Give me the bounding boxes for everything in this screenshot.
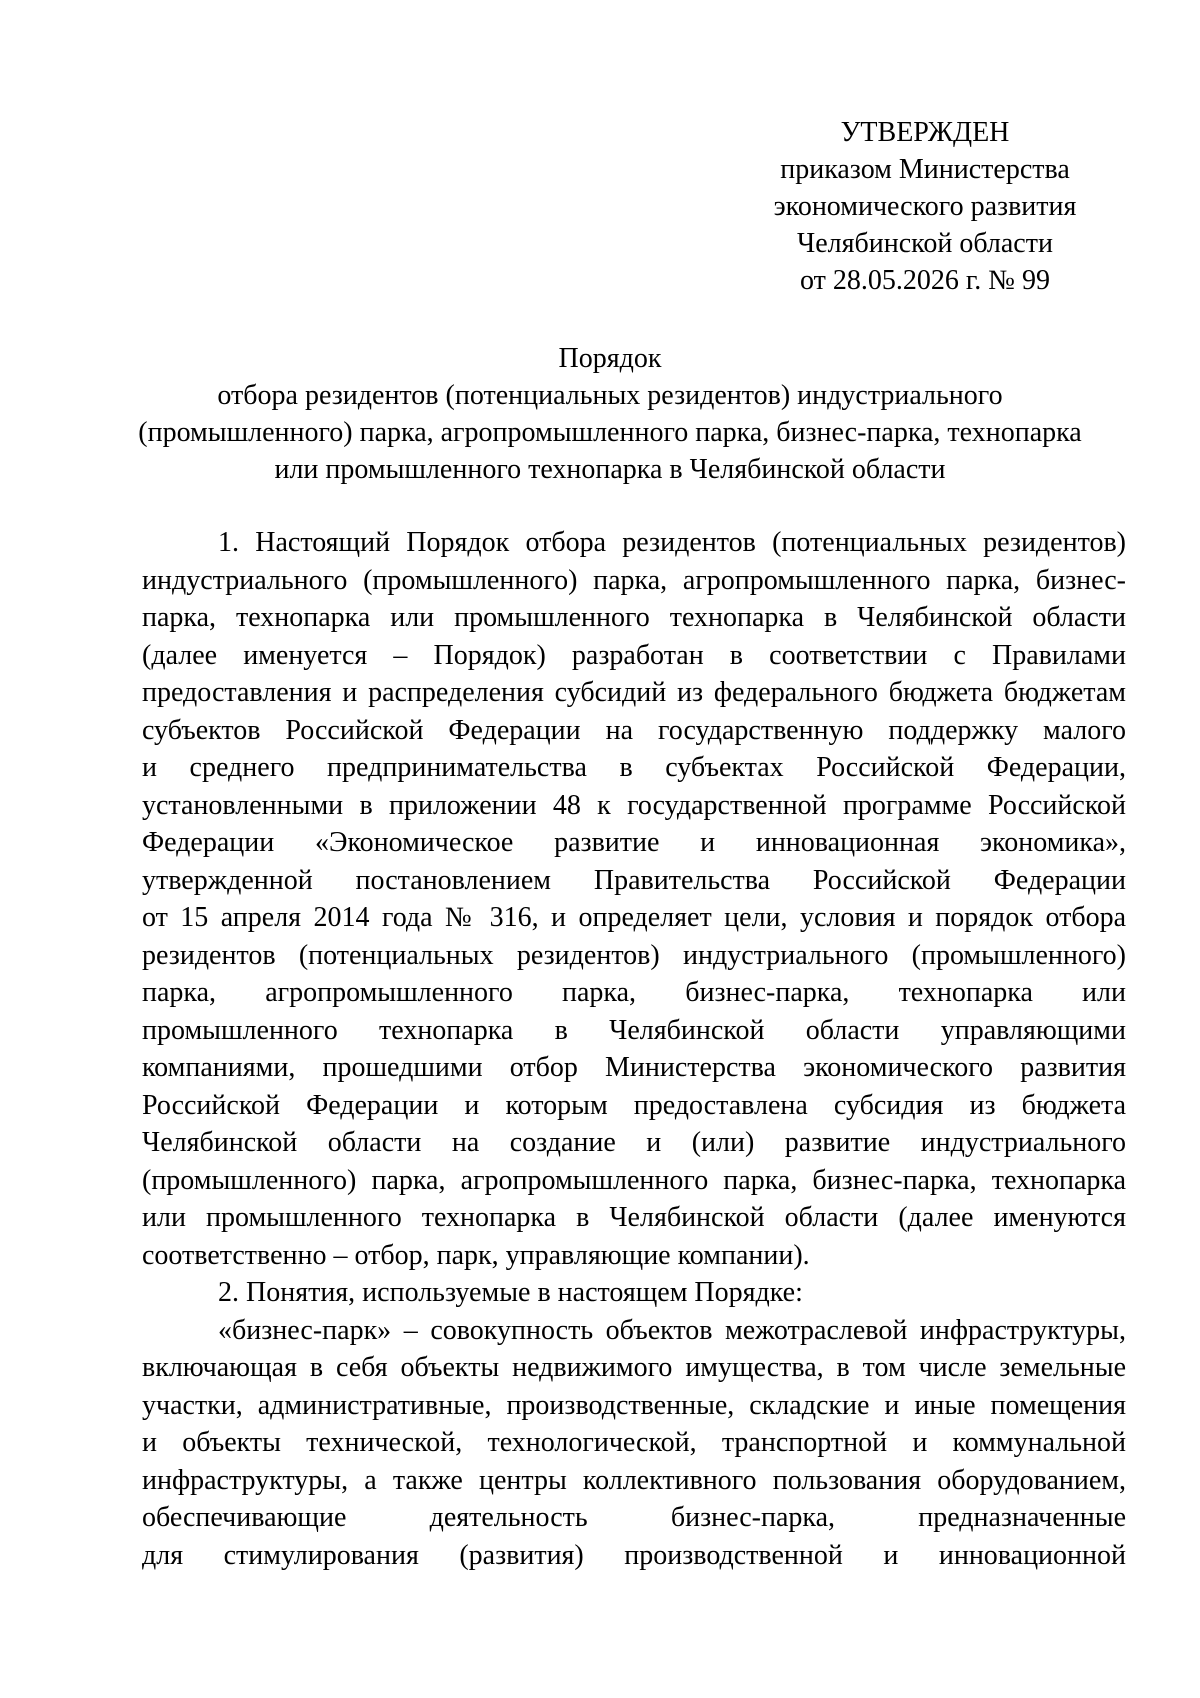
paragraph-1-line: 1. Настоящий Порядок отбора резидентов (потенциальных резидентов) [218,527,1126,558]
title-line: отбора резидентов (потенциальных резидентов) индустриального [217,380,1003,411]
title-heading: Порядок [558,343,662,374]
paragraph-1-line: предоставления и распределения субсидий из федерального бюджета бюджетам [142,677,1126,708]
paragraph-2-line: 2. Понятия, используемые в настоящем Порядке: [218,1277,803,1308]
paragraph-1-line: утвержденной постановлением Правительства Российской Федерации [142,864,1126,896]
paragraph-1-line: или промышленного технопарка в Челябинской области (далее именуются [142,1202,1126,1233]
paragraph-1-line: индустриального (промышленного) парка, агропромышленного парка, бизнес- [142,564,1126,596]
definition-line: включающая в себя объекты недвижимого имущества, в том числе земельные [142,1352,1126,1383]
paragraph-1-line: парка, технопарка или промышленного технопарка в Челябинской области [142,602,1126,633]
definition-line: и объекты технической, технологической, транспортной и коммунальной [142,1427,1126,1458]
definition-line: инфраструктуры, а также центры коллективного пользования оборудованием, [142,1464,1126,1496]
approval-line: Челябинской области [797,228,1053,259]
approval-line: приказом Министерства [780,154,1070,185]
definition-line: участки, административные, производственные, складские и иные помещения [142,1389,1126,1421]
paragraph-1-line: установленными в приложении 48 к государственной программе Российской [142,789,1126,821]
definition-line: для стимулирования (развития) производственной и инновационной [142,1539,1126,1571]
document-title [130,340,1090,488]
paragraph-1-line: промышленного технопарка в Челябинской области управляющими [142,1014,1126,1046]
paragraph-1-line: от 15 апреля 2014 года № 316, и определяет цели, условия и порядок отбора [142,902,1126,933]
paragraph-1-line: и среднего предпринимательства в субъектах Российской Федерации, [142,752,1126,783]
paragraph-1-line: парка, агропромышленного парка, бизнес-парка, технопарка или [142,977,1126,1008]
approval-date-number: от 28.05.2026 г. № 99 [800,265,1050,296]
paragraph-1-line: соответственно – отбор, парк, управляющие компании). [142,1239,810,1271]
approval-line: экономического развития [773,191,1077,222]
paragraph-1-line: Федерации «Экономическое развитие и инновационная экономика», [142,827,1126,858]
paragraph-1-line: (далее именуется – Порядок) разработан в соответствии с Правилами [142,639,1126,671]
paragraph-1-line: Челябинской области на создание и (или) развитие индустриального [142,1127,1126,1158]
paragraph-1-line: (промышленного) парка, агропромышленного парка, бизнес-парка, технопарка [142,1164,1126,1196]
definition-line: «бизнес-парк» – совокупность объектов межотраслевой инфраструктуры, [218,1314,1126,1346]
title-line: или промышленного технопарка в Челябинской области [274,454,946,485]
paragraph-1-line: Российской Федерации и которым предоставлена субсидия из бюджета [142,1089,1126,1121]
paragraph-1-line: резидентов (потенциальных резидентов) индустриального (промышленного) [142,939,1126,971]
paragraph-1-line: субъектов Российской Федерации на государственную поддержку малого [142,714,1126,746]
title-line: (промышленного) парка, агропромышленного парка, бизнес-парка, технопарка [138,417,1082,448]
approval-heading: УТВЕРЖДЕН [840,117,1010,148]
approval-stamp [740,114,1110,299]
document-body [142,524,1126,1574]
paragraph-1-line: компаниями, прошедшими отбор Министерства экономического развития [142,1052,1126,1083]
definition-line: обеспечивающие деятельность бизнес-парка, предназначенные [142,1502,1126,1533]
